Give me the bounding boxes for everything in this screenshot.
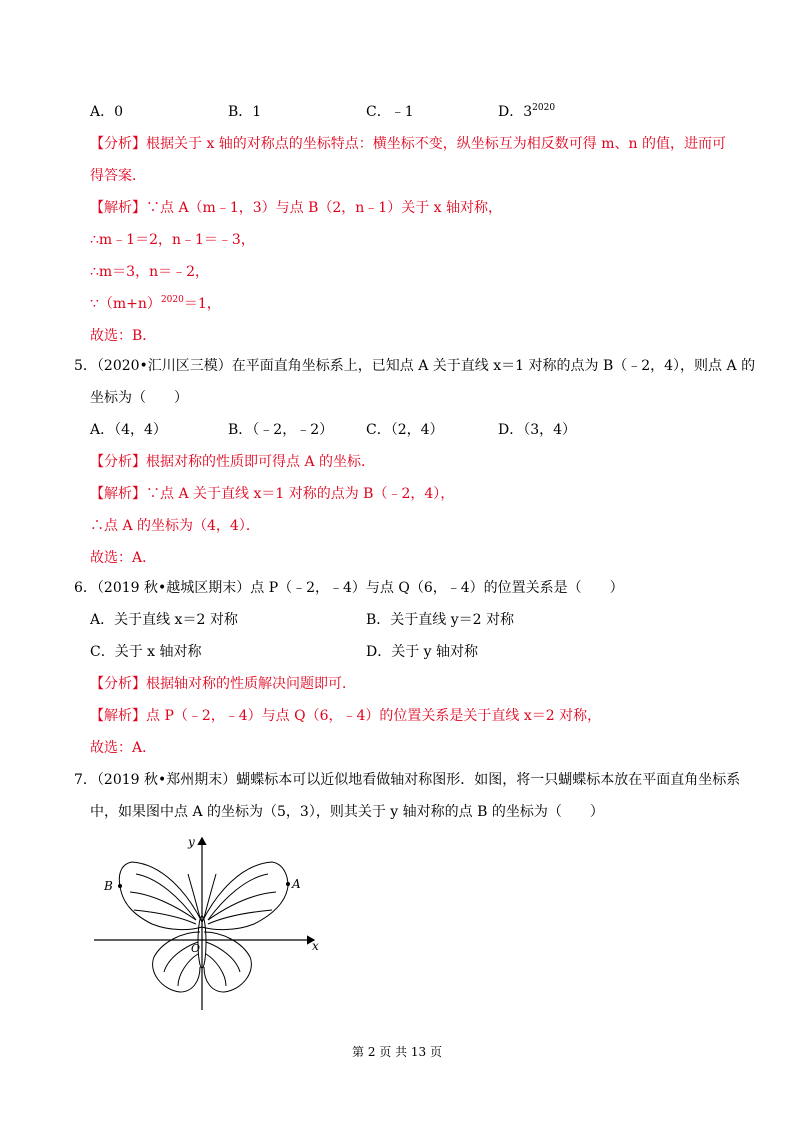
q5-option-b: B．（﹣2，﹣2）	[228, 422, 334, 438]
q5-option-c: C．（2，4）	[366, 422, 444, 438]
q6-option-a: A．关于直线 x＝2 对称	[90, 612, 238, 628]
origin-label: O	[191, 942, 201, 955]
q4-solution-line2: ∴m﹣1＝2，n﹣1＝﹣3，	[90, 232, 255, 248]
q4-solution-exponent: 2020	[160, 295, 184, 305]
q4-answer: 故选：B．	[90, 328, 157, 344]
q4-solution-line4: $\because(m+n)^{2020}=1$，	[90, 295, 221, 312]
q4-option-a: A．0	[90, 104, 124, 120]
q4-option-b: B．1	[228, 104, 262, 120]
page-footer: 第 2 页 共 13 页	[352, 1045, 442, 1059]
q5-option-d: D．（3，4）	[498, 422, 577, 438]
q4-analysis-line1: 【分析】根据关于 x 轴的对称点的坐标特点：横坐标不变，纵坐标互为相反数可得 m、n 的值，进而可	[90, 136, 726, 152]
butterfly-figure	[92, 832, 328, 1012]
q5-analysis: 【分析】根据对称的性质即可得点 A 的坐标．	[90, 454, 376, 470]
point-a-label: A	[292, 877, 301, 891]
q5-stem-line1: 5．（2020•汇川区三模）在平面直角坐标系上，已知点 A 关于直线 x＝1 对称的点为 B（﹣2，4），则点 A 的	[74, 358, 756, 374]
q6-answer: 故选：A．	[90, 740, 157, 756]
q4-solution-line3: ∴m＝3，n＝﹣2，	[90, 264, 210, 280]
q4-analysis-line2: 得答案．	[90, 168, 146, 184]
q7-stem-line2: 中，如果图中点 A 的坐标为（5，3），则其关于 y 轴对称的点 B 的坐标为（ ）	[90, 804, 604, 820]
y-axis-label: y	[188, 835, 195, 849]
q6-analysis: 【分析】根据轴对称的性质解决问题即可．	[90, 676, 356, 692]
q5-answer: 故选：A．	[90, 550, 157, 566]
q5-option-a: A．（4，4）	[90, 422, 167, 438]
q4-solution-line1: 【解析】∵点 A（m﹣1，3）与点 B（2，n﹣1）关于 x 轴对称，	[90, 200, 503, 216]
q5-solution-line2: ∴点 A 的坐标为（4，4）．	[90, 518, 260, 534]
butterfly-wings	[119, 862, 288, 992]
q6-option-c: C．关于 x 轴对称	[90, 644, 202, 660]
q6-option-d: D．关于 y 轴对称	[366, 644, 479, 660]
q4-option-c: C．﹣1	[366, 104, 414, 120]
q5-stem-line2: 坐标为（ ）	[90, 390, 188, 406]
q6-option-b: B．关于直线 y＝2 对称	[366, 612, 515, 628]
x-axis-label: x	[312, 939, 319, 953]
q7-stem-line1: 7．（2019 秋•郑州期末）蝴蝶标本可以近似地看做轴对称图形．如图，将一只蝴蝶标本放在平面直角坐标系	[74, 772, 741, 788]
q6-stem: 6．（2019 秋•越城区期末）点 P（﹣2，﹣4）与点 Q（6，﹣4）的位置关系是（ ）	[74, 580, 624, 596]
q6-solution: 【解析】点 P（﹣2，﹣4）与点 Q（6，﹣4）的位置关系是关于直线 x＝2 对称，	[90, 708, 602, 724]
q4-option-d-exponent: 2020	[532, 103, 556, 113]
point-b-label: B	[104, 879, 113, 893]
q4-option-d: D．$3^{2020}$	[498, 103, 556, 120]
q5-solution-line1: 【解析】∵点 A 关于直线 x＝1 对称的点为 B（﹣2，4），	[90, 486, 455, 502]
